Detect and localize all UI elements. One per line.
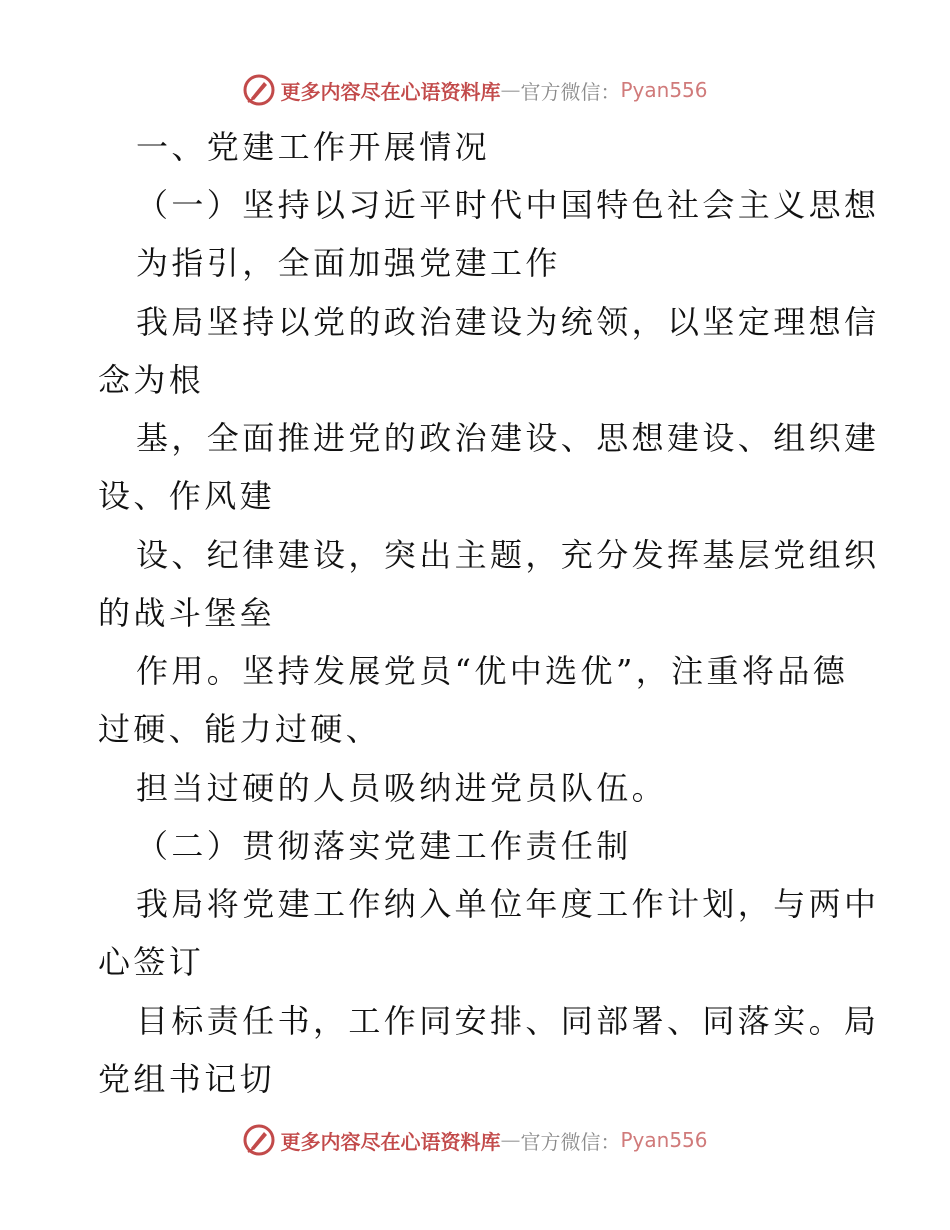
paragraph-line: 设、纪律建设，突出主题，充分发挥基层党组织 [136, 536, 880, 574]
paragraph-line: 我局坚持以党的政治建设为统领，以坚定理想信 [136, 303, 880, 341]
footer-watermark [0, 1120, 950, 1160]
watermark-wechat-id: Pyan556 [620, 1128, 708, 1152]
watermark-separator: — [500, 78, 521, 102]
paragraph-line: 党组书记切 [98, 1060, 276, 1098]
watermark-separator: — [500, 1128, 521, 1152]
quill-pen-logo-icon [242, 1123, 276, 1157]
paragraph-line: 心签订 [98, 943, 205, 981]
watermark-brand: 更多内容尽在心语资料库 [280, 79, 501, 104]
quill-pen-logo-icon [242, 73, 276, 107]
paragraph-line: 设、作风建 [98, 477, 276, 515]
paragraph-line: 担当过硬的人员吸纳进党员队伍。 [136, 769, 668, 807]
paragraph-line: 过硬、能力过硬、 [98, 710, 382, 748]
paragraph-line: 目标责任书，工作同安排、同部署、同落实。局 [136, 1002, 880, 1040]
paragraph-line: 作用。坚持发展党员“优中选优”，注重将品德 [136, 652, 849, 690]
subsection-heading: （二）贯彻落实党建工作责任制 [136, 827, 632, 865]
subsection-heading: （一）坚持以习近平时代中国特色社会主义思想 [136, 186, 880, 224]
subsection-heading-cont: 为指引，全面加强党建工作 [136, 244, 561, 282]
paragraph-line: 的战斗堡垒 [98, 594, 276, 632]
paragraph-line: 念为根 [98, 361, 205, 399]
watermark-brand: 更多内容尽在心语资料库 [280, 1129, 501, 1154]
watermark-official-label: 官方微信： [520, 1129, 621, 1154]
watermark-wechat-id: Pyan556 [620, 78, 708, 102]
paragraph-line: 基，全面推进党的政治建设、思想建设、组织建 [136, 419, 880, 457]
watermark-official-label: 官方微信： [520, 79, 621, 104]
paragraph-line: 我局将党建工作纳入单位年度工作计划，与两中 [136, 885, 880, 923]
header-watermark [0, 70, 950, 110]
section-heading: 一、党建工作开展情况 [136, 128, 491, 166]
